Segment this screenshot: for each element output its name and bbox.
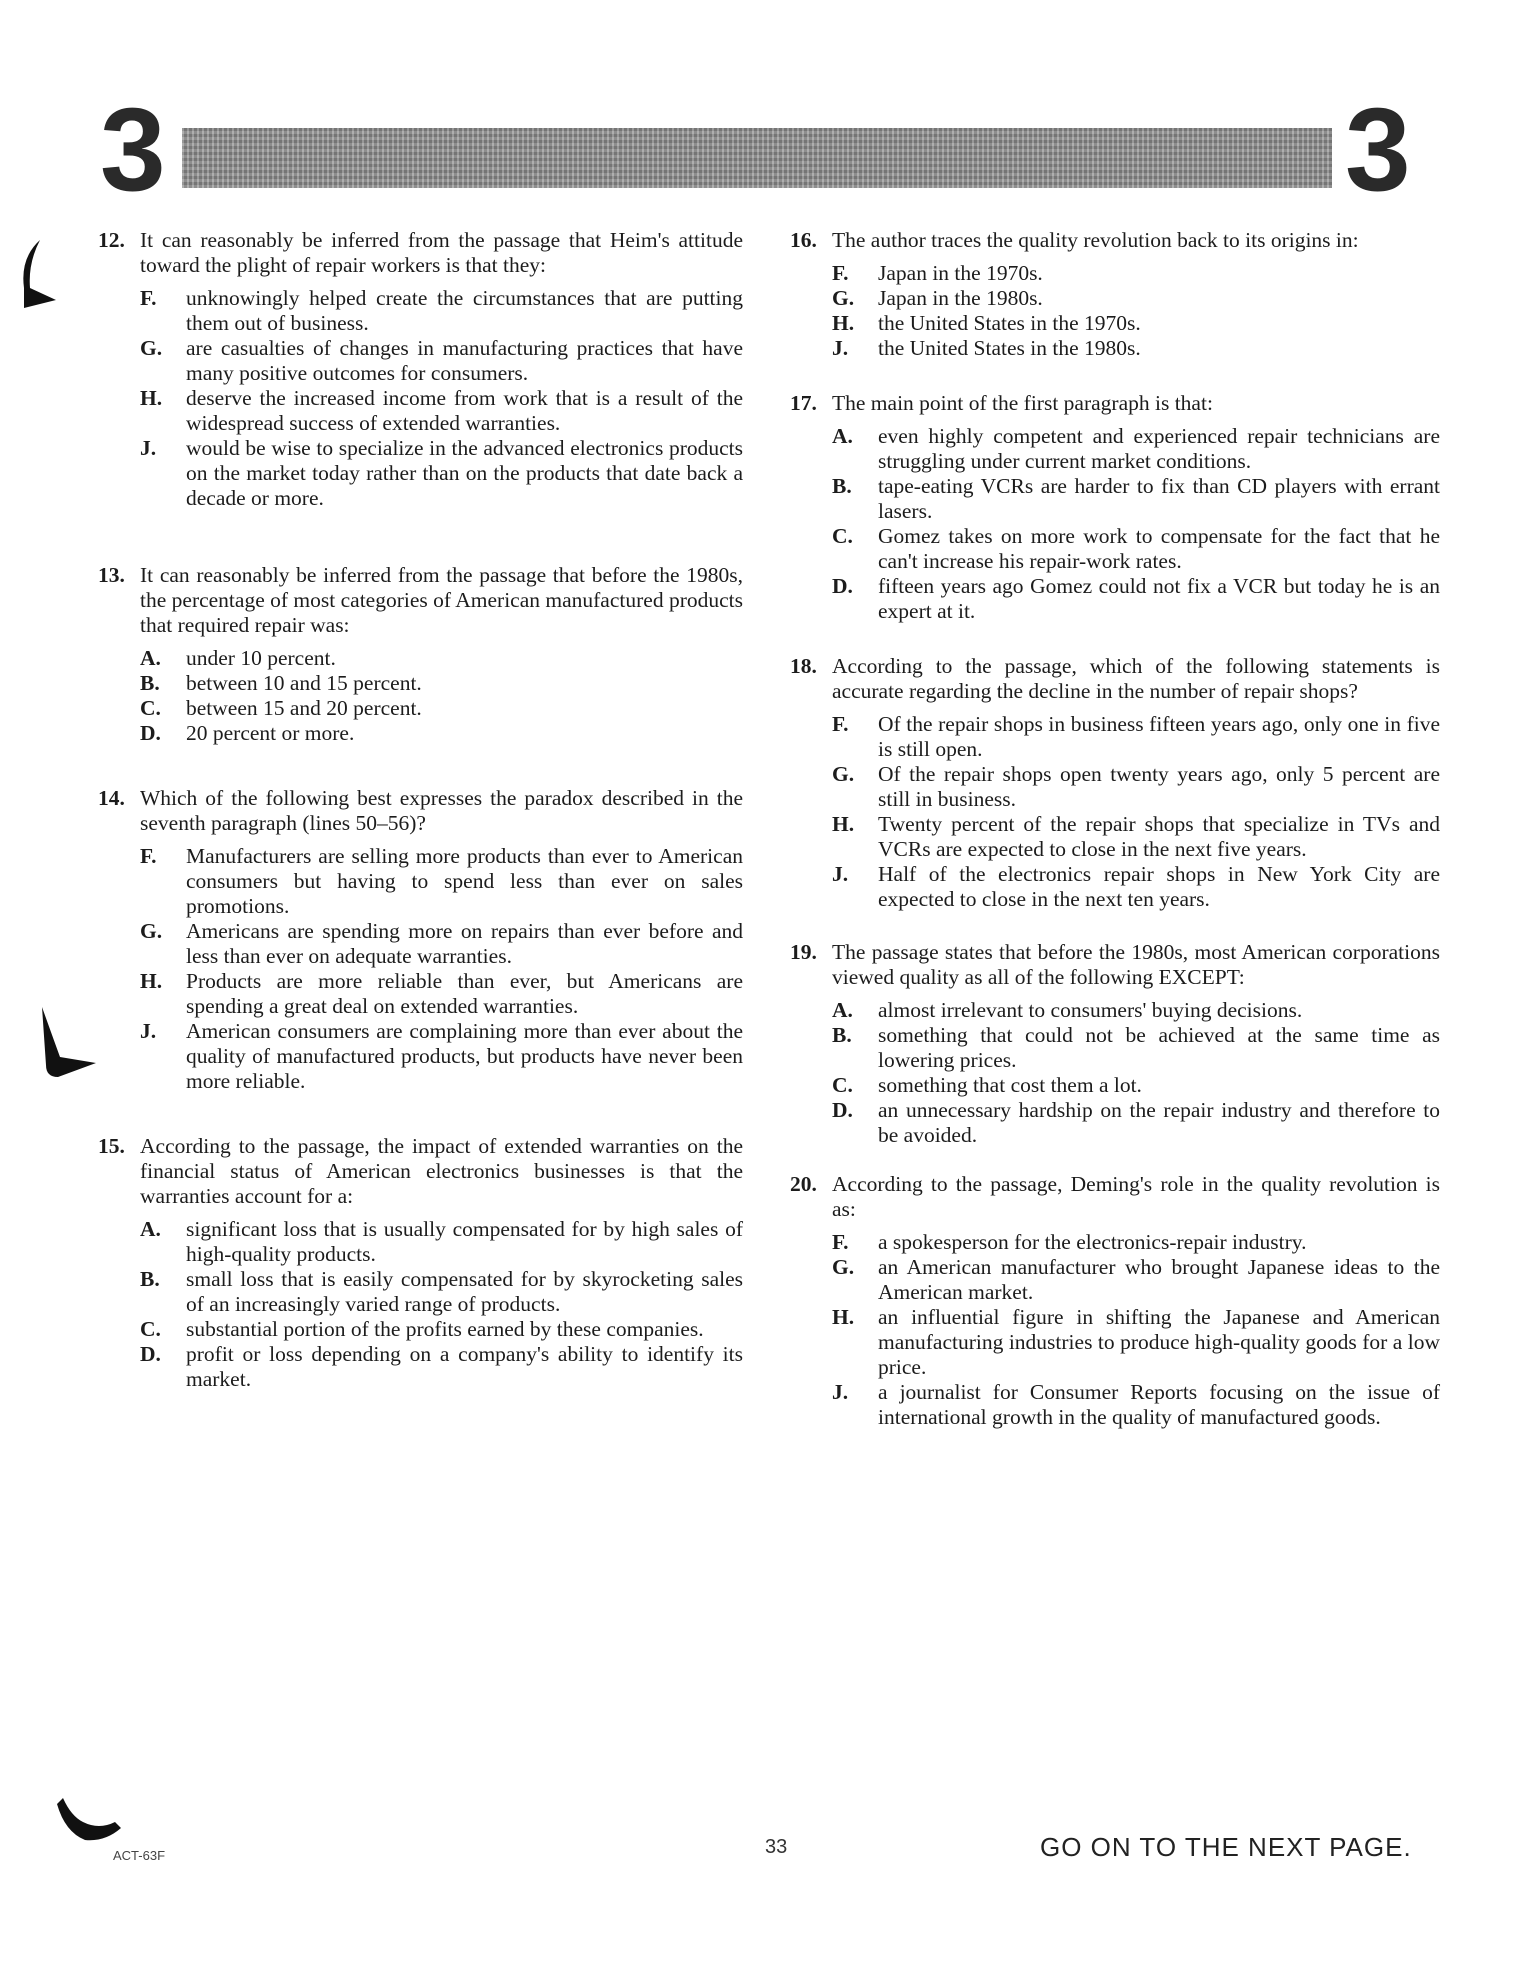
- option-letter: D.: [140, 721, 161, 745]
- option-letter: F.: [140, 286, 157, 310]
- answer-option[interactable]: [832, 1023, 1440, 1073]
- option-letter: B.: [832, 474, 852, 498]
- question-number: 15.: [98, 1134, 125, 1158]
- answer-option[interactable]: [140, 844, 743, 919]
- answer-option[interactable]: [140, 919, 743, 969]
- answer-option[interactable]: [140, 1217, 743, 1267]
- option-letter: H.: [832, 311, 855, 335]
- answer-option[interactable]: [140, 1317, 743, 1342]
- answer-option[interactable]: [832, 998, 1440, 1023]
- option-letter: B.: [832, 1023, 852, 1047]
- answer-option[interactable]: [832, 474, 1440, 524]
- option-letter: J.: [832, 862, 849, 886]
- option-text: tape-eating VCRs are harder to fix than CD players with errant lasers.: [878, 474, 1440, 523]
- option-text: between 15 and 20 percent.: [186, 696, 422, 720]
- option-text: unknowingly helped create the circumstances that are putting them out of business.: [186, 286, 743, 335]
- option-text: fifteen years ago Gomez could not fix a VCR but today he is an expert at it.: [878, 574, 1440, 623]
- option-text: even highly competent and experienced repair technicians are struggling under current market conditions.: [878, 424, 1440, 473]
- answer-option[interactable]: [140, 1019, 743, 1094]
- option-text: an influential figure in shifting the Japanese and American manufacturing industries to produce high-quality goods for a low price.: [878, 1305, 1440, 1379]
- answer-option[interactable]: [832, 574, 1440, 624]
- option-letter: J.: [140, 436, 157, 460]
- option-letter: C.: [140, 1317, 161, 1341]
- answer-option[interactable]: [832, 424, 1440, 474]
- answer-option[interactable]: [832, 1073, 1440, 1098]
- option-text: Japan in the 1980s.: [878, 286, 1043, 310]
- option-text: between 10 and 15 percent.: [186, 671, 422, 695]
- answer-option[interactable]: [832, 524, 1440, 574]
- answer-option[interactable]: [140, 696, 743, 721]
- question-18: [790, 654, 1440, 912]
- option-letter: H.: [832, 812, 855, 836]
- question-number: 17.: [790, 391, 817, 415]
- answer-option[interactable]: [140, 336, 743, 386]
- answer-option[interactable]: [832, 336, 1440, 361]
- question-number: 20.: [790, 1172, 817, 1196]
- option-text: are casualties of changes in manufacturing practices that have many positive outcomes for consumers.: [186, 336, 743, 385]
- answer-option[interactable]: [832, 1255, 1440, 1305]
- answer-option[interactable]: [832, 1305, 1440, 1380]
- question-15: [98, 1134, 743, 1392]
- question-stem: It can reasonably be inferred from the passage that Heim's attitude toward the plight of repair workers is that they:: [140, 228, 743, 277]
- answer-option[interactable]: [832, 1380, 1440, 1430]
- answer-option[interactable]: [140, 1342, 743, 1392]
- question-number: 12.: [98, 228, 125, 252]
- option-letter: F.: [140, 844, 157, 868]
- option-text: something that cost them a lot.: [878, 1073, 1142, 1097]
- questions-left-column: [98, 228, 743, 1392]
- registration-mark-icon: [10, 238, 60, 318]
- section-number-left: 3: [100, 84, 166, 216]
- question-12: [98, 228, 743, 511]
- option-text: the United States in the 1970s.: [878, 311, 1141, 335]
- question-number: 16.: [790, 228, 817, 252]
- answer-option[interactable]: [832, 286, 1440, 311]
- option-text: Japan in the 1970s.: [878, 261, 1043, 285]
- question-stem: The passage states that before the 1980s, most American corporations viewed quality as all of the following EXCEPT:: [832, 940, 1440, 989]
- option-letter: A.: [832, 998, 853, 1022]
- option-text: small loss that is easily compensated for by skyrocketing sales of an increasingly varied range of products.: [186, 1267, 743, 1316]
- section-banner: [182, 128, 1332, 188]
- option-letter: D.: [140, 1342, 161, 1366]
- question-number: 13.: [98, 563, 125, 587]
- option-text: an American manufacturer who brought Japanese ideas to the American market.: [878, 1255, 1440, 1304]
- option-text: a spokesperson for the electronics-repair industry.: [878, 1230, 1307, 1254]
- option-text: Twenty percent of the repair shops that specialize in TVs and VCRs are expected to close in the next five years.: [878, 812, 1440, 861]
- answer-option[interactable]: [140, 286, 743, 336]
- option-letter: A.: [140, 646, 161, 670]
- option-letter: B.: [140, 1267, 160, 1291]
- question-17: [790, 391, 1440, 624]
- option-letter: D.: [832, 574, 853, 598]
- option-text: Of the repair shops in business fifteen years ago, only one in five is still open.: [878, 712, 1440, 761]
- answer-option[interactable]: [140, 721, 743, 746]
- question-stem: The main point of the first paragraph is that:: [832, 391, 1213, 415]
- answer-option[interactable]: [140, 646, 743, 671]
- option-letter: H.: [832, 1305, 855, 1329]
- section-number-right: 3: [1345, 84, 1411, 216]
- answer-option[interactable]: [140, 386, 743, 436]
- next-page-instruction: GO ON TO THE NEXT PAGE.: [1040, 1832, 1412, 1862]
- answer-option[interactable]: [832, 812, 1440, 862]
- option-text: under 10 percent.: [186, 646, 336, 670]
- question-stem: According to the passage, which of the following statements is accurate regarding the decline in the number of repair shops?: [832, 654, 1440, 703]
- question-number: 19.: [790, 940, 817, 964]
- answer-option[interactable]: [832, 762, 1440, 812]
- option-text: Americans are spending more on repairs than ever before and less than ever on adequate warranties.: [186, 919, 743, 968]
- option-text: significant loss that is usually compensated for by high sales of high-quality products.: [186, 1217, 743, 1266]
- option-text: would be wise to specialize in the advanced electronics products on the market today rather than on the products that date back a decade or more.: [186, 436, 743, 510]
- option-letter: C.: [832, 1073, 853, 1097]
- questions-right-column: [790, 228, 1440, 1430]
- option-text: the United States in the 1980s.: [878, 336, 1141, 360]
- answer-option[interactable]: [140, 1267, 743, 1317]
- option-letter: J.: [832, 336, 849, 360]
- option-letter: A.: [140, 1217, 161, 1241]
- answer-option[interactable]: [832, 862, 1440, 912]
- question-number: 14.: [98, 786, 125, 810]
- option-text: almost irrelevant to consumers' buying decisions.: [878, 998, 1303, 1022]
- answer-option[interactable]: [832, 712, 1440, 762]
- form-code: ACT-63F: [113, 1848, 166, 1863]
- option-text: 20 percent or more.: [186, 721, 355, 745]
- option-text: Products are more reliable than ever, but Americans are spending a great deal on extended warranties.: [186, 969, 743, 1018]
- option-letter: A.: [832, 424, 853, 448]
- option-text: profit or loss depending on a company's ability to identify its market.: [186, 1342, 743, 1391]
- question-14: [98, 786, 743, 1094]
- option-letter: C.: [140, 696, 161, 720]
- option-letter: G.: [832, 762, 855, 786]
- question-stem: The author traces the quality revolution back to its origins in:: [832, 228, 1359, 252]
- question-number: 18.: [790, 654, 817, 678]
- option-letter: H.: [140, 386, 163, 410]
- option-letter: C.: [832, 524, 853, 548]
- answer-option[interactable]: [832, 261, 1440, 286]
- option-letter: J.: [140, 1019, 157, 1043]
- option-letter: F.: [832, 261, 849, 285]
- question-stem: According to the passage, Deming's role in the quality revolution is as:: [832, 1172, 1440, 1221]
- option-letter: D.: [832, 1098, 853, 1122]
- question-stem: It can reasonably be inferred from the passage that before the 1980s, the percentage of most categories of American manufactured products that required repair was:: [140, 563, 743, 637]
- answer-option[interactable]: [140, 436, 743, 511]
- option-letter: B.: [140, 671, 160, 695]
- option-letter: F.: [832, 712, 849, 736]
- answer-option[interactable]: [832, 1230, 1440, 1255]
- option-letter: H.: [140, 969, 163, 993]
- option-letter: F.: [832, 1230, 849, 1254]
- option-letter: G.: [832, 286, 855, 310]
- answer-option[interactable]: [832, 311, 1440, 336]
- answer-option[interactable]: [140, 671, 743, 696]
- option-letter: G.: [832, 1255, 855, 1279]
- question-stem: According to the passage, the impact of extended warranties on the financial status of American electronics businesses is that the warranties account for a:: [140, 1134, 743, 1208]
- answer-option[interactable]: [140, 969, 743, 1019]
- question-20: [790, 1172, 1440, 1430]
- question-13: [98, 563, 743, 746]
- answer-option[interactable]: [832, 1098, 1440, 1148]
- question-16: [790, 228, 1440, 361]
- option-text: Gomez takes on more work to compensate for the fact that he can't increase his repair-work rates.: [878, 524, 1440, 573]
- registration-mark-icon: [38, 1005, 98, 1085]
- option-text: a journalist for Consumer Reports focusing on the issue of international growth in the quality of manufactured goods.: [878, 1380, 1440, 1429]
- option-text: an unnecessary hardship on the repair industry and therefore to be avoided.: [878, 1098, 1440, 1147]
- option-text: Of the repair shops open twenty years ago, only 5 percent are still in business.: [878, 762, 1440, 811]
- option-text: something that could not be achieved at the same time as lowering prices.: [878, 1023, 1440, 1072]
- option-letter: J.: [832, 1380, 849, 1404]
- option-text: Manufacturers are selling more products than ever to American consumers but having to spend less than ever on sales promotions.: [186, 844, 743, 918]
- option-letter: G.: [140, 919, 163, 943]
- option-text: substantial portion of the profits earned by these companies.: [186, 1317, 704, 1341]
- option-text: American consumers are complaining more than ever about the quality of manufactured products, but products have never been more reliable.: [186, 1019, 743, 1093]
- option-letter: G.: [140, 336, 163, 360]
- option-text: deserve the increased income from work that is a result of the widespread success of extended warranties.: [186, 386, 743, 435]
- question-stem: Which of the following best expresses the paradox described in the seventh paragraph (lines 50–56)?: [140, 786, 743, 835]
- registration-mark-icon: [55, 1792, 125, 1852]
- page-number: 33: [765, 1836, 788, 1858]
- option-text: Half of the electronics repair shops in New York City are expected to close in the next ten years.: [878, 862, 1440, 911]
- question-19: [790, 940, 1440, 1148]
